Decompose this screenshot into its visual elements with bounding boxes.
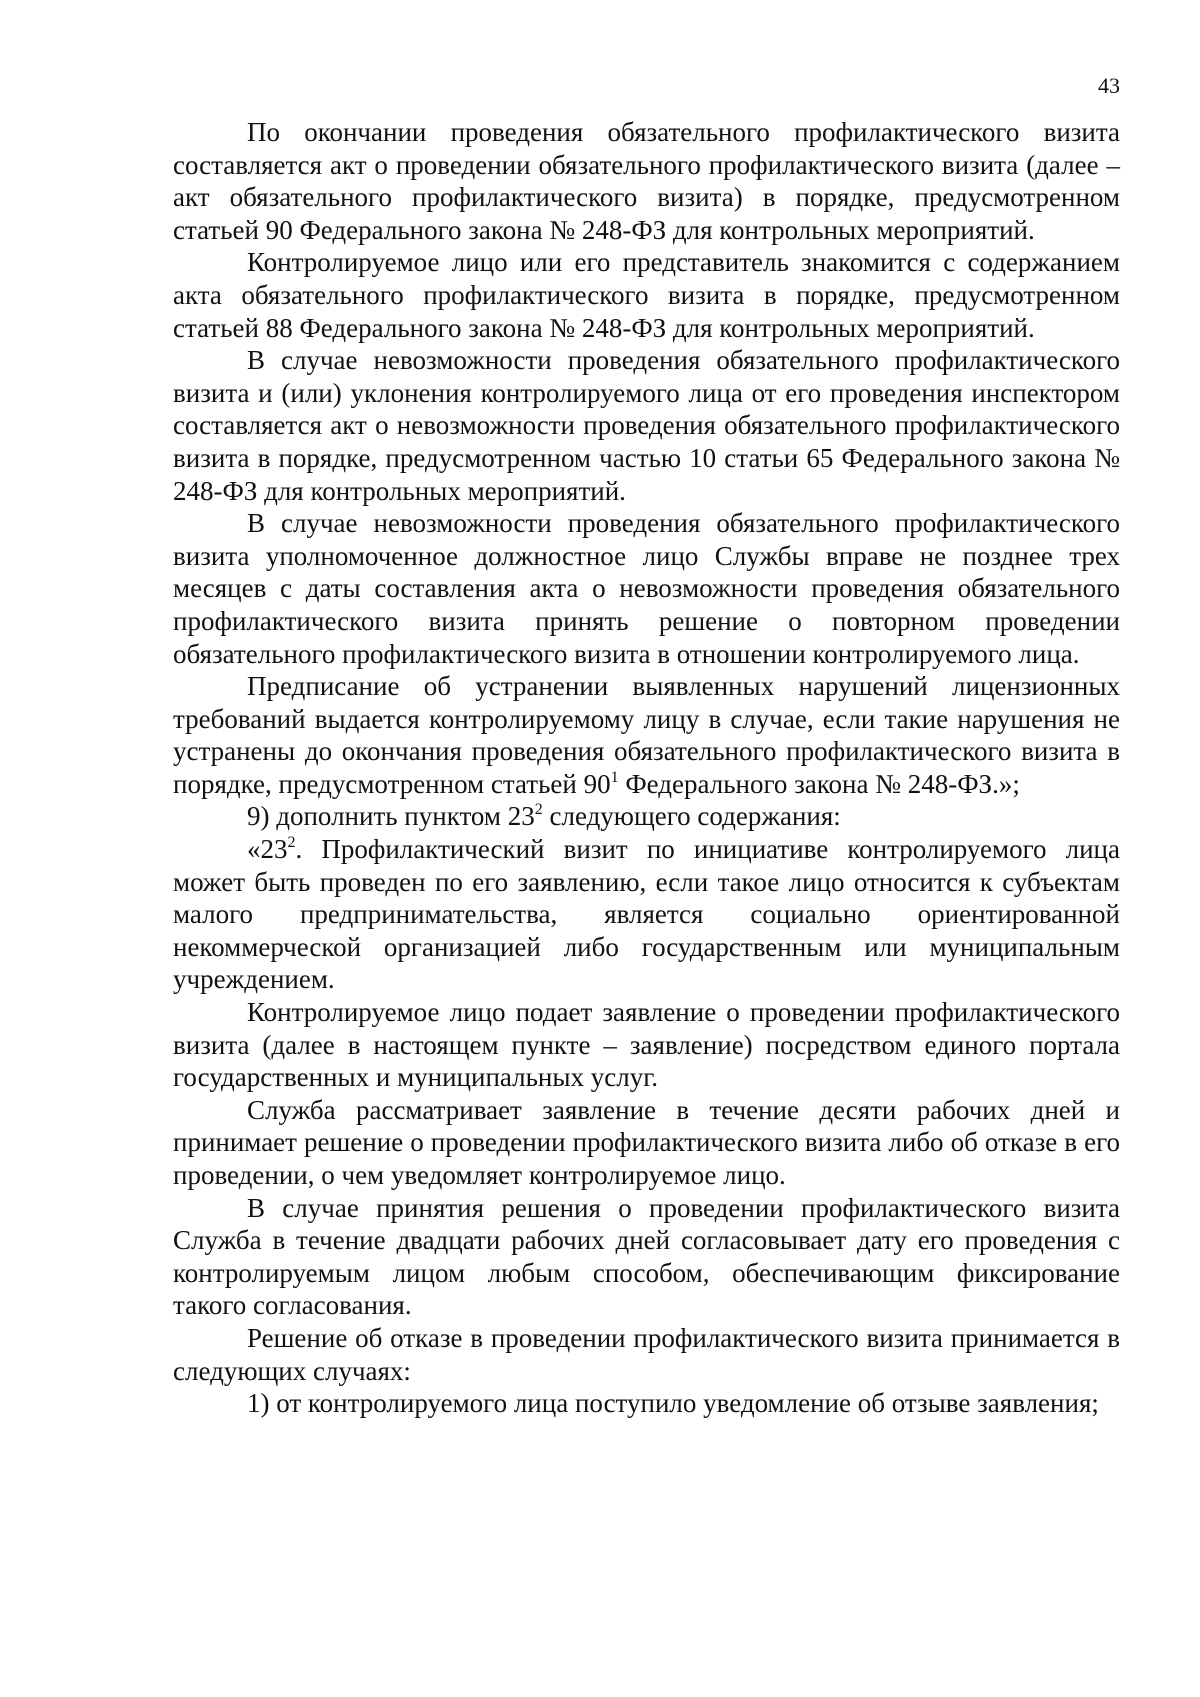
superscript: 1 <box>610 768 619 786</box>
paragraph: Служба рассматривает заявление в течение десяти рабочих дней и принимает решение о проведении профилактического визита либо об отказе в его проведении, о чем уведомляет контролируемое лицо. <box>173 1094 1120 1190</box>
paragraph-text: Предписание об устранении выявленных нарушений лицензионных требований выдается контролируемому лицу в случае, если такие нарушения не устранены до окончания проведения обязательного профилактического визита в порядке, предусмотренном статьей 90 <box>173 671 1120 799</box>
paragraph-text: «23 <box>247 834 288 865</box>
paragraph-text: Федерального закона № 248-ФЗ.»; <box>618 768 1020 799</box>
paragraph: По окончании проведения обязательного профилактического визита составляется акт о проведении обязательного профилактического визита (далее – акт обязательного профилактического визита) в порядке, предусмотренном статьей 90 Федерального закона № 248-ФЗ для контрольных мероприятий. <box>173 117 1120 245</box>
paragraph: В случае невозможности проведения обязательного профилактического визита уполномоченное должностное лицо Службы вправе не позднее трех месяцев с даты составления акта о невозможности проведения обязательного профилактического визита принять решение о повторном проведении обязательного профилактического визита в отношении контролируемого лица. <box>173 508 1120 669</box>
paragraph-text: 9) дополнить пунктом 23 <box>247 801 535 832</box>
list-item: 1) от контролируемого лица поступило уведомление об отзыве заявления; <box>247 1388 1099 1419</box>
paragraph <box>173 670 1120 800</box>
paragraph-text: . Профилактический визит по инициативе контролируемого лица может быть проведен по его заявлению, если такое лицо относится к субъектам малого предпринимательства, является социально ориентированной некоммерческой организацией либо государственным или муниципальным учреждением. <box>173 834 1120 995</box>
page-number: 43 <box>1098 73 1120 98</box>
document-body <box>173 116 1120 1420</box>
paragraph-text: следующего содержания: <box>542 801 841 832</box>
superscript: 2 <box>534 801 543 819</box>
list-item <box>173 800 1120 833</box>
paragraph: Контролируемое лицо или его представитель знакомится с содержанием акта обязательного профилактического визита в порядке, предусмотренном статьей 88 Федерального закона № 248-ФЗ для контрольных мероприятий. <box>173 247 1120 343</box>
superscript: 2 <box>287 834 296 852</box>
paragraph <box>173 833 1120 996</box>
paragraph: В случае принятия решения о проведении профилактического визита Служба в течение двадцати рабочих дней согласовывает дату его проведения с контролируемым лицом любым способом, обеспечивающим фиксирование такого согласования. <box>173 1192 1120 1321</box>
paragraph: Решение об отказе в проведении профилактического визита принимается в следующих случаях: <box>173 1322 1120 1386</box>
paragraph: В случае невозможности проведения обязательного профилактического визита и (или) уклонения контролируемого лица от его проведения инспектором составляется акт о невозможности проведения обязательного профилактического визита в порядке, предусмотренном частью 10 статьи 65 Федерального закона № 248-ФЗ для контрольных мероприятий. <box>173 345 1120 506</box>
paragraph: Контролируемое лицо подает заявление о проведении профилактического визита (далее в настоящем пункте – заявление) посредством единого портала государственных и муниципальных услуг. <box>173 997 1120 1093</box>
